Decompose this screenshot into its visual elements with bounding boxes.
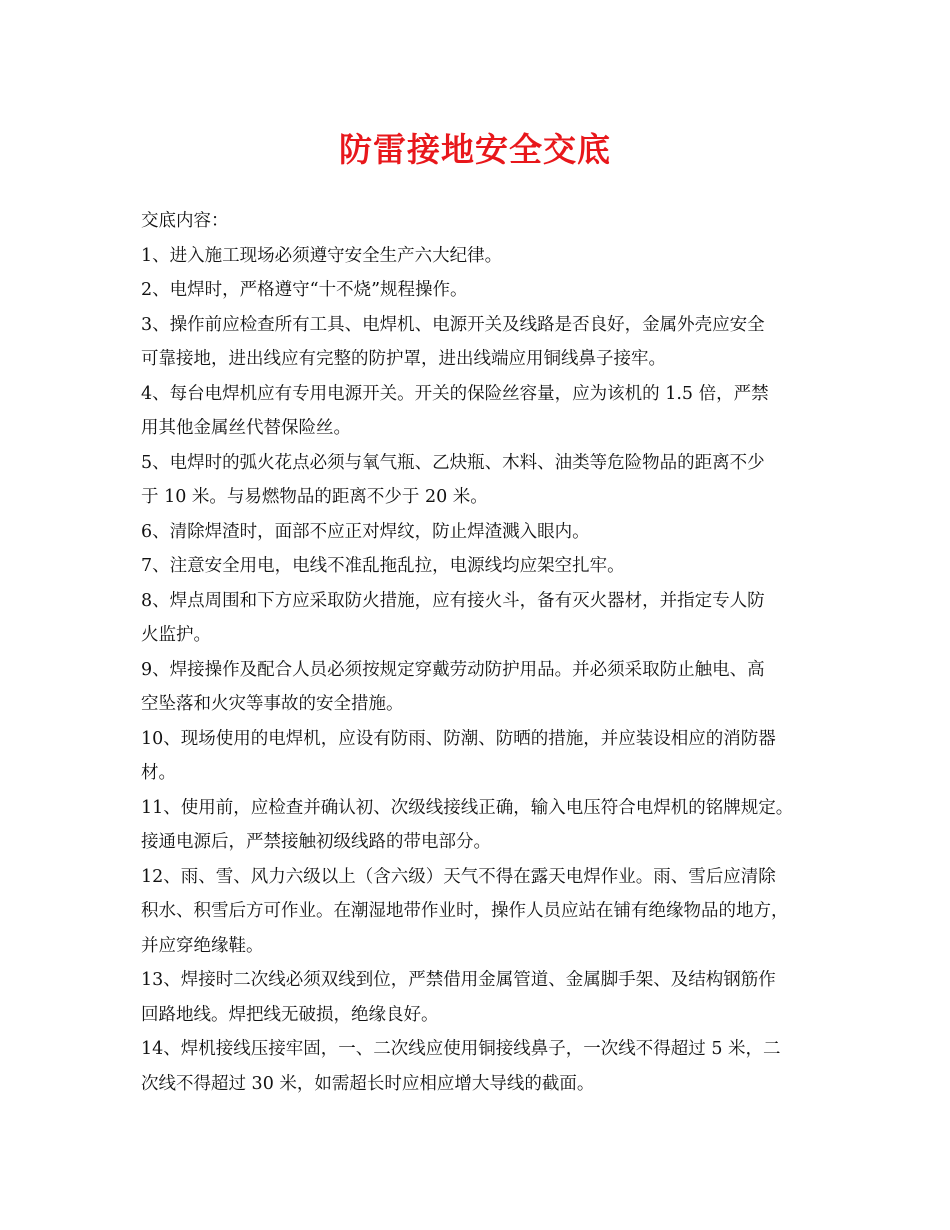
text-line: 5、电焊时的弧火花点必须与氧气瓶、乙炔瓶、木料、油类等危险物品的距离不少 <box>141 452 765 473</box>
text-line: 6、清除焊渣时，面部不应正对焊纹，防止焊渣溅入眼内。 <box>141 521 590 542</box>
text-line: 8、焊点周围和下方应采取防火措施，应有接火斗，备有灭火器材，并指定专人防 <box>141 590 765 611</box>
text-line: 11、使用前，应检查并确认初、次级线接线正确，输入电压符合电焊机的铭牌规定。 <box>141 797 794 818</box>
text-line: 1、进入施工现场必须遵守安全生产六大纪律。 <box>141 245 503 266</box>
text-line: 材。 <box>141 763 176 783</box>
text-line: 积水、积雪后方可作业。在潮湿地带作业时，操作人员应站在铺有绝缘物品的地方， <box>141 901 789 921</box>
text-line: 12、雨、雪、风力六级以上（含六级）天气不得在露天电焊作业。雨、雪后应清除 <box>141 866 776 887</box>
document-title: 防雷接地安全交底 <box>339 130 611 169</box>
text-line: 空坠落和火灾等事故的安全措施。 <box>141 694 404 714</box>
text-line: 2、电焊时，严格遵守“十不烧”规程操作。 <box>141 280 468 300</box>
text-line: 4、每台电焊机应有专用电源开关。开关的保险丝容量，应为该机的 1.5 倍，严禁 <box>141 383 769 404</box>
text-line: 于 10 米。与易燃物品的距离不少于 20 米。 <box>141 487 488 507</box>
text-line: 接通电源后，严禁接触初级线路的带电部分。 <box>141 832 491 852</box>
text-line: 13、焊接时二次线必须双线到位，严禁借用金属管道、金属脚手架、及结构钢筋作 <box>141 970 776 990</box>
text-line: 并应穿绝缘鞋。 <box>141 935 264 956</box>
text-line: 14、焊机接线压接牢固，一、二次线应使用铜接线鼻子，一次线不得超过 5 米，二 <box>141 1039 781 1059</box>
text-line: 火监护。 <box>141 625 211 645</box>
text-line: 回路地线。焊把线无破损，绝缘良好。 <box>141 1004 439 1025</box>
text-line: 次线不得超过 30 米，如需超长时应相应增大导线的截面。 <box>141 1073 595 1094</box>
text-line: 10、现场使用的电焊机，应设有防雨、防潮、防晒的措施，并应装设相应的消防器 <box>141 728 776 749</box>
text-line: 7、注意安全用电，电线不准乱拖乱拉，电源线均应架空扎牢。 <box>141 556 625 576</box>
text-line: 9、焊接操作及配合人员必须按规定穿戴劳动防护用品。并必须采取防止触电、高 <box>141 659 765 680</box>
text-line: 可靠接地，进出线应有完整的防护罩，进出线端应用铜线鼻子接牢。 <box>141 349 666 369</box>
document-body <box>141 204 829 1101</box>
text-line: 3、操作前应检查所有工具、电焊机、电源开关及线路是否良好，金属外壳应安全 <box>141 314 765 335</box>
intro-label: 交底内容： <box>141 211 229 231</box>
text-line: 用其他金属丝代替保险丝。 <box>141 418 351 438</box>
